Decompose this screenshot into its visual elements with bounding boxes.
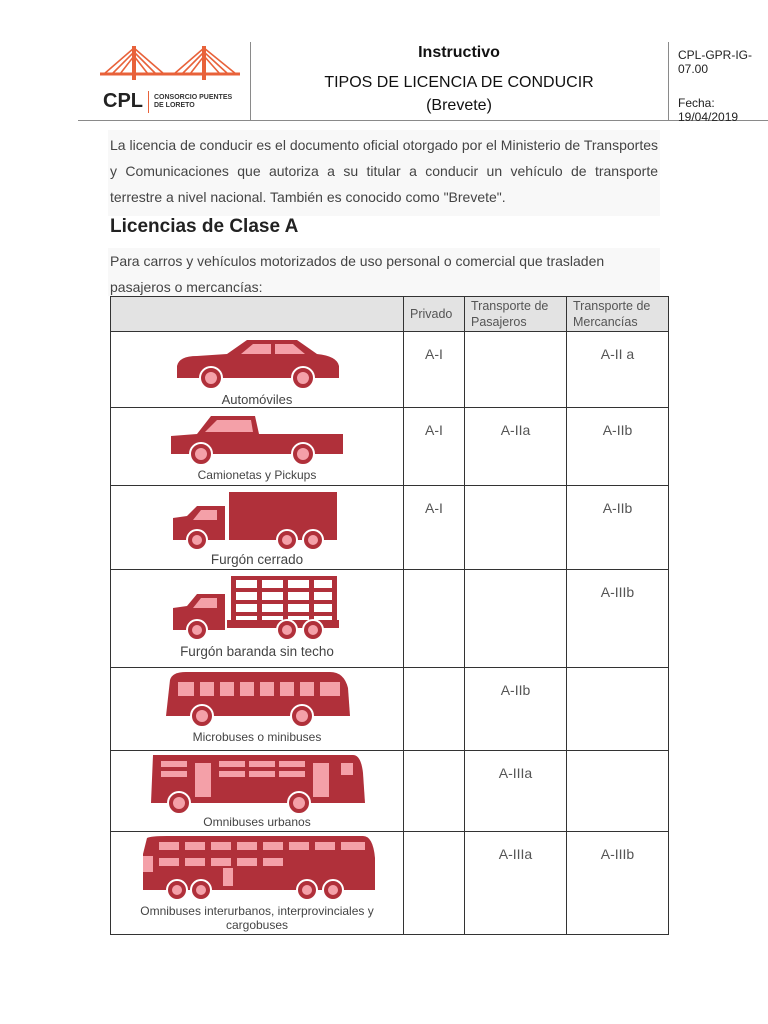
section-title: Licencias de Clase A (110, 216, 299, 237)
title-main: TIPOS DE LICENCIA DE CONDUCIR (324, 74, 594, 91)
vehicle-label: Omnibuses interurbanos, interprovinciales y cargobuses (140, 904, 374, 932)
minibus-icon (162, 670, 352, 730)
logo-acronym: CPL (103, 90, 143, 112)
cell-pasajeros (465, 486, 567, 570)
table-row (111, 751, 669, 832)
vehicle-cell (111, 408, 404, 486)
section-description: Para carros y vehículos motorizados de uso personal o comercial que trasladen pasajeros o mercancías: (108, 248, 660, 296)
vehicle-label: Furgón cerrado (210, 552, 304, 567)
title-subtitle: (Brevete) (426, 97, 492, 114)
table-row (111, 486, 669, 570)
cell-privado: A-I (404, 408, 465, 486)
title-instructivo: Instructivo (418, 44, 500, 61)
table-row (111, 832, 669, 935)
cell-privado (404, 570, 465, 668)
table-row (111, 668, 669, 751)
cell-mercancias (567, 751, 669, 832)
cell-privado (404, 668, 465, 751)
cell-privado: A-I (404, 332, 465, 408)
license-table (110, 296, 669, 935)
vehicle-cell (111, 570, 404, 668)
header-mercancias: Transporte de Mercancías (567, 297, 669, 332)
cell-pasajeros: A-IIa (465, 408, 567, 486)
vehicle-label: Automóviles (221, 392, 293, 407)
cell-pasajeros: A-IIIa (465, 751, 567, 832)
logo (78, 42, 251, 120)
cell-privado (404, 751, 465, 832)
cell-privado (404, 832, 465, 935)
car-icon (167, 334, 347, 392)
vehicle-cell (111, 332, 404, 408)
document-meta (668, 42, 768, 124)
cell-pasajeros (465, 332, 567, 408)
vehicle-label: Camionetas y Pickups (197, 468, 317, 482)
table-row (111, 570, 669, 668)
cell-mercancias (567, 668, 669, 751)
vehicle-cell (111, 668, 404, 751)
document-code: CPL-GPR-IG-07.00 (678, 48, 753, 76)
vehicle-label: Furgón baranda sin techo (180, 644, 334, 659)
table-row (111, 332, 669, 408)
cell-mercancias: A-II a (567, 332, 669, 408)
document-title (250, 42, 669, 120)
table-header-row (111, 297, 669, 332)
document-date: Fecha: 19/04/2019 (678, 96, 739, 124)
document-header (78, 42, 768, 124)
cell-privado: A-I (404, 486, 465, 570)
coach-bus-icon (137, 834, 377, 904)
pickup-icon (167, 410, 347, 468)
cell-mercancias: A-IIIb (567, 570, 669, 668)
cell-mercancias: A-IIb (567, 486, 669, 570)
header-privado: Privado (404, 297, 465, 332)
cell-pasajeros (465, 570, 567, 668)
vehicle-cell (111, 832, 404, 935)
intro-paragraph: La licencia de conducir es el documento oficial otorgado por el Ministerio de Transportes y Comunicaciones que autoriza a su titular a conducir un vehículo de transporte terrestre a nivel nacional. También es conocido como "Brevete". (108, 130, 660, 216)
box-truck-icon (167, 490, 347, 552)
city-bus-icon (147, 753, 367, 815)
cell-pasajeros: A-IIb (465, 668, 567, 751)
vehicle-cell (111, 486, 404, 570)
vehicle-label: Microbuses o minibuses (192, 730, 322, 744)
table-row (111, 408, 669, 486)
cell-mercancias: A-IIIb (567, 832, 669, 935)
stake-truck-icon (167, 574, 347, 644)
logo-subtitle: CONSORCIO PUENTES DE LORETO (154, 93, 233, 109)
cell-mercancias: A-IIb (567, 408, 669, 486)
header-vehicle (111, 297, 404, 332)
cell-pasajeros: A-IIIa (465, 832, 567, 935)
vehicle-cell (111, 751, 404, 832)
bridge-logo-icon (100, 44, 240, 88)
header-pasajeros: Transporte de Pasajeros (465, 297, 567, 332)
vehicle-label: Omnibuses urbanos (203, 815, 311, 829)
